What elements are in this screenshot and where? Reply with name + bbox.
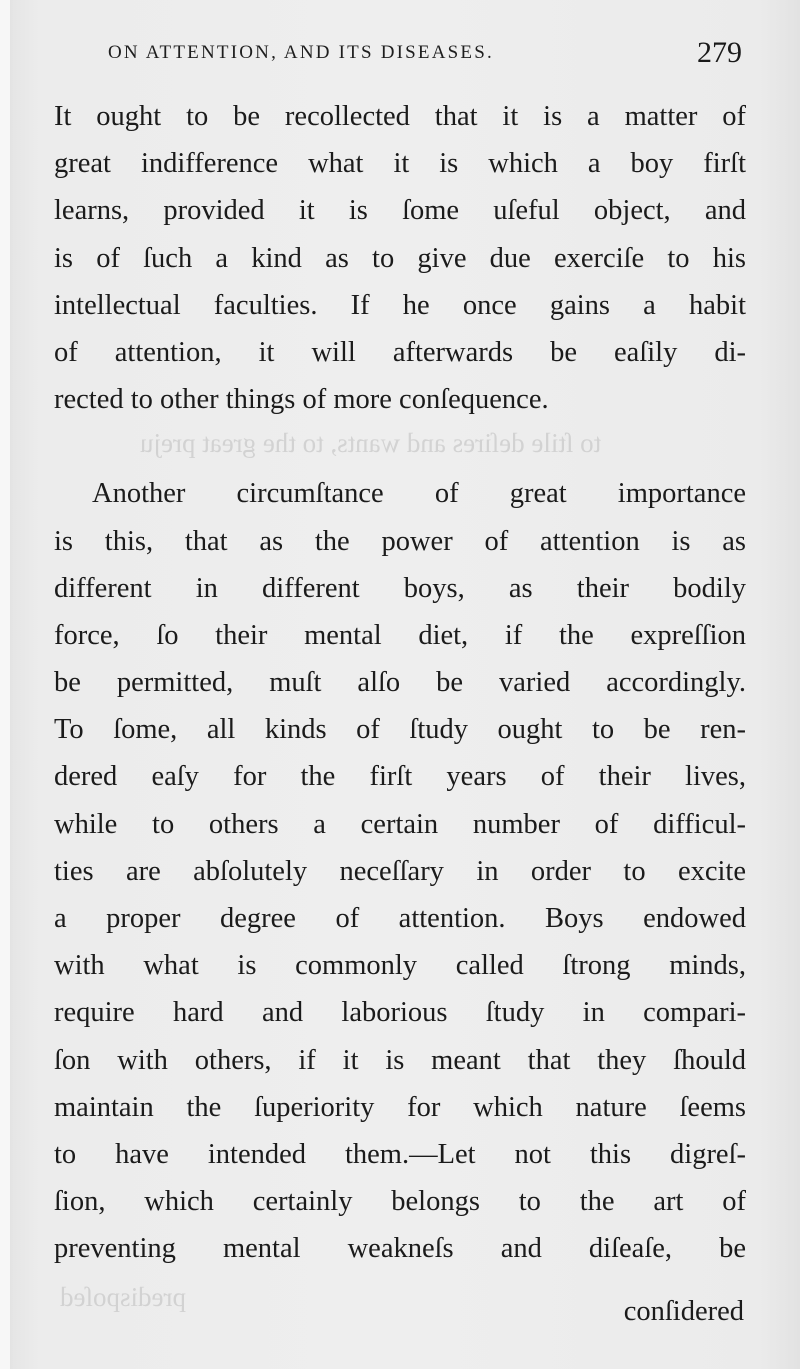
show-through-text: predispoſed [60, 1282, 186, 1312]
text-line: force, ſo their mental diet, if the expreſſion [54, 619, 746, 651]
page-header [52, 36, 744, 76]
text-line: is this, that as the power of attention is as [54, 525, 746, 557]
text-line: with what is commonly called ſtrong minds, [54, 950, 746, 982]
paragraph [54, 93, 746, 423]
text-line: while to others a certain number of difficul- [54, 808, 746, 840]
text-line: rected to other things of more conſequence. [54, 384, 549, 416]
text-line: to have intended them.—Let not this digreſ- [54, 1138, 746, 1170]
text-line: learns, provided it is ſome uſeful object, and [54, 195, 746, 227]
catchword: conſidered [623, 1296, 744, 1327]
page-number: 279 [697, 36, 742, 69]
running-head: ON ATTENTION, AND ITS DISEASES. [108, 42, 494, 63]
paragraph-break [54, 423, 746, 470]
text-line: great indifference what it is which a boy firſt [54, 148, 746, 180]
text-line: be permitted, muſt alſo be varied accordingly. [54, 667, 746, 699]
text-line: of attention, it will afterwards be eaſily di- [54, 336, 746, 368]
text-line: a proper degree of attention. Boys endowed [54, 903, 746, 934]
text-line: intellectual faculties. If he once gains a habit [54, 289, 746, 321]
text-line: ſion, which certainly belongs to the art of [54, 1186, 746, 1218]
text-line: ties are abſolutely neceſſary in order to excite [54, 855, 746, 887]
text-line: different in different boys, as their bodily [54, 572, 746, 604]
text-line: maintain the ſuperiority for which nature ſeems [54, 1091, 746, 1123]
text-line: require hard and laborious ſtudy in compari- [54, 997, 746, 1029]
text-line: dered eaſy for the firſt years of their lives, [54, 761, 746, 793]
show-through-text: to ſtile deſires and wants, to the great preju [140, 428, 602, 458]
text-line: To ſome, all kinds of ſtudy ought to be ren- [54, 714, 746, 746]
text-line: ſon with others, if it is meant that they ſhould [54, 1044, 746, 1076]
text-line: Another circumſtance of great importance [92, 478, 746, 510]
page-left-margin [0, 0, 10, 1369]
text-line: It ought to be recollected that it is a matter of [54, 101, 746, 132]
text-line: preventing mental weakneſs and diſeaſe, be [54, 1233, 746, 1265]
body-text [54, 93, 746, 1273]
paragraph [54, 470, 746, 1272]
text-line: is of ſuch a kind as to give due exerciſe to his [54, 242, 746, 274]
